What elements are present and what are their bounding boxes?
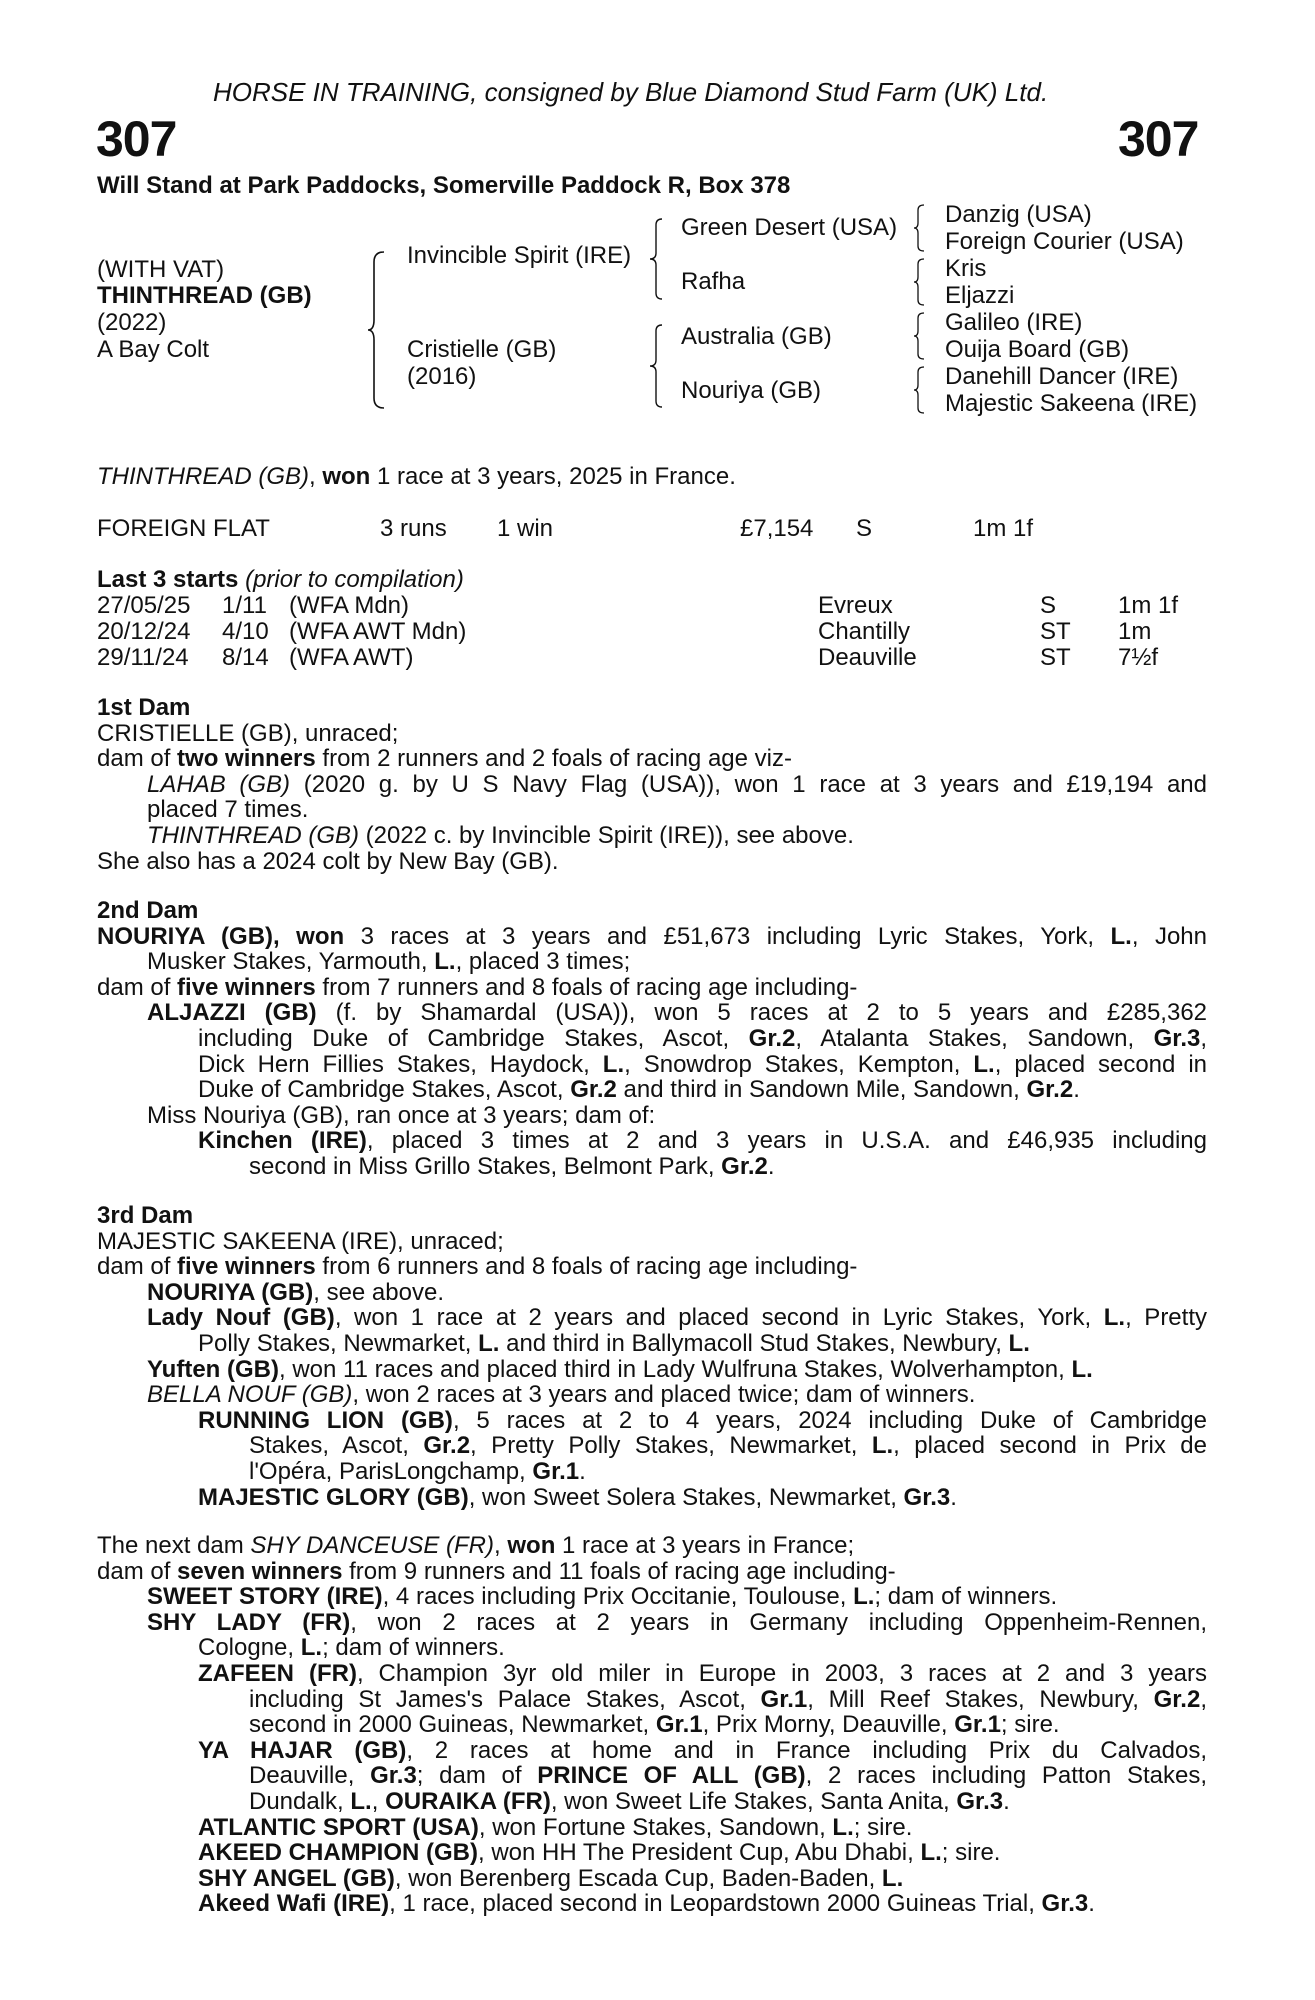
start-row-course: Chantilly bbox=[818, 618, 911, 645]
second-dam-line: Dick Hern Fillies Stakes, Haydock, L., Snowdrop Stakes, Kempton, L., placed second in bbox=[198, 1050, 1207, 1078]
pedigree-brace-gg1 bbox=[912, 203, 926, 253]
second-dam-line: Musker Stakes, Yarmouth, L., placed 3 times; bbox=[147, 948, 631, 976]
next-dam-line: SWEET STORY (IRE), 4 races including Prix Occitanie, Toulouse, L.; dam of winners. bbox=[147, 1583, 1058, 1611]
first-dam-line: dam of two winners from 2 runners and 2 foals of racing age viz- bbox=[97, 745, 792, 773]
sire-name: Invincible Spirit (IRE) bbox=[407, 242, 632, 269]
sire-dam: Rafha bbox=[681, 268, 746, 295]
start-row-race: (WFA AWT Mdn) bbox=[289, 618, 467, 645]
next-dam-line: dam of seven winners from 9 runners and 11 foals of racing age including- bbox=[97, 1557, 896, 1585]
next-dam-line: SHY ANGEL (GB), won Berenberg Escada Cup, Baden-Baden, L. bbox=[198, 1864, 904, 1892]
gg-7: Danehill Dancer (IRE) bbox=[945, 363, 1179, 390]
third-dam-line: MAJESTIC GLORY (GB), won Sweet Solera Stakes, Newmarket, Gr.3. bbox=[198, 1483, 957, 1511]
third-dam-line: Polly Stakes, Newmarket, L. and third in Ballymacoll Stud Stakes, Newbury, L. bbox=[198, 1329, 1030, 1357]
gg-6: Ouija Board (GB) bbox=[945, 336, 1130, 363]
third-dam-line: l'Opéra, ParisLongchamp, Gr.1. bbox=[249, 1457, 586, 1485]
first-dam-title: 1st Dam bbox=[97, 694, 191, 721]
next-dam-line: Akeed Wafi (IRE), 1 race, placed second in Leopardstown 2000 Guineas Trial, Gr.3. bbox=[198, 1890, 1095, 1918]
summary-rest: 1 race at 3 years, 2025 in France. bbox=[370, 463, 736, 490]
record-runs: 3 runs bbox=[380, 515, 447, 542]
sire-sire: Green Desert (USA) bbox=[681, 214, 898, 241]
second-dam-line: dam of five winners from 7 runners and 8 foals of racing age including- bbox=[97, 973, 858, 1001]
next-dam-line: Cologne, L.; dam of winners. bbox=[198, 1634, 505, 1662]
pedigree-brace-gg4 bbox=[912, 365, 926, 415]
start-row-going: S bbox=[1040, 592, 1057, 619]
start-row-pos: 1/11 bbox=[222, 592, 267, 619]
last-starts-note: (prior to compilation) bbox=[245, 566, 464, 593]
third-dam-line: NOURIYA (GB), see above. bbox=[147, 1278, 444, 1306]
start-row-pos: 8/14 bbox=[222, 644, 269, 671]
start-row-going: ST bbox=[1040, 618, 1071, 645]
next-dam-line: ATLANTIC SPORT (USA), won Fortune Stakes, Sandown, L.; sire. bbox=[198, 1813, 913, 1841]
horse-name: THINTHREAD (GB) bbox=[97, 282, 312, 309]
start-row-dist: 7½f bbox=[1118, 644, 1159, 671]
gg-5: Galileo (IRE) bbox=[945, 309, 1083, 336]
next-dam-line: The next dam SHY DANCEUSE (FR), won 1 race at 3 years in France; bbox=[97, 1532, 855, 1559]
dam-sire: Australia (GB) bbox=[681, 323, 832, 350]
dam-name: Cristielle (GB) bbox=[407, 336, 557, 363]
next-dam-line: second in 2000 Guineas, Newmarket, Gr.1, Prix Morny, Deauville, Gr.1; sire. bbox=[249, 1711, 1060, 1739]
gg-8: Majestic Sakeena (IRE) bbox=[945, 390, 1198, 417]
second-dam-line: ALJAZZI (GB) (f. by Shamardal (USA)), won 5 races at 2 to 5 years and £285,362 bbox=[147, 999, 1208, 1027]
pedigree-brace-sire bbox=[648, 217, 664, 301]
pedigree-brace-dam bbox=[648, 323, 664, 409]
third-dam-line: RUNNING LION (GB), 5 races at 2 to 4 years, 2024 including Duke of Cambridge bbox=[198, 1406, 1207, 1434]
pedigree-brace-main bbox=[366, 250, 386, 410]
start-row-course: Evreux bbox=[818, 592, 893, 619]
summary-won: won bbox=[322, 463, 371, 490]
start-row-date: 27/05/25 bbox=[97, 592, 191, 619]
pedigree-brace-gg3 bbox=[912, 311, 926, 361]
start-row-pos: 4/10 bbox=[222, 618, 269, 645]
pedigree-brace-gg2 bbox=[912, 257, 926, 307]
start-row-race: (WFA AWT) bbox=[289, 644, 414, 671]
horse-description: A Bay Colt bbox=[97, 336, 210, 363]
dam-dam: Nouriya (GB) bbox=[681, 377, 822, 404]
start-row-dist: 1m bbox=[1118, 618, 1152, 645]
second-dam-line: including Duke of Cambridge Stakes, Ascot, Gr.2, Atalanta Stakes, Sandown, Gr.3, bbox=[198, 1024, 1208, 1052]
first-dam-line: LAHAB (GB) (2020 g. by U S Navy Flag (USA)), won 1 race at 3 years and £19,194 and bbox=[147, 770, 1207, 798]
vat-note: (WITH VAT) bbox=[97, 256, 225, 283]
start-row-going: ST bbox=[1040, 644, 1071, 671]
third-dam-line: dam of five winners from 6 runners and 8 foals of racing age including- bbox=[97, 1253, 858, 1281]
last-starts-title: Last 3 starts bbox=[97, 566, 239, 593]
third-dam-section bbox=[97, 1203, 1207, 1510]
race-summary: THINTHREAD (GB), won 1 race at 3 years, 2025 in France. bbox=[97, 463, 736, 490]
start-row-date: 20/12/24 bbox=[97, 618, 191, 645]
second-dam-section bbox=[97, 898, 1207, 1180]
gg-2: Foreign Courier (USA) bbox=[945, 228, 1184, 255]
first-dam-line: THINTHREAD (GB) (2022 c. by Invincible Spirit (IRE)), see above. bbox=[147, 821, 854, 849]
gg-1: Danzig (USA) bbox=[945, 201, 1092, 228]
record-prize: £7,154 bbox=[740, 515, 814, 542]
third-dam-line: MAJESTIC SAKEENA (IRE), unraced; bbox=[97, 1227, 504, 1255]
first-dam-line: placed 7 times. bbox=[147, 796, 309, 824]
summary-name: THINTHREAD (GB) bbox=[97, 463, 309, 490]
dam-year: (2016) bbox=[407, 363, 477, 390]
lot-number-left: 307 bbox=[96, 111, 177, 167]
record-label: FOREIGN FLAT bbox=[97, 515, 270, 542]
next-dam-line: YA HAJAR (GB), 2 races at home and in France including Prix du Calvados, bbox=[198, 1736, 1207, 1764]
next-dam-line: Dundalk, L., OURAIKA (FR), won Sweet Life Stakes, Santa Anita, Gr.3. bbox=[249, 1787, 1010, 1815]
first-dam-line: CRISTIELLE (GB), unraced; bbox=[97, 719, 399, 747]
last-starts-heading bbox=[97, 567, 464, 593]
record-going: S bbox=[856, 515, 873, 542]
third-dam-title: 3rd Dam bbox=[97, 1202, 194, 1229]
second-dam-line: Kinchen (IRE), placed 3 times at 2 and 3 years in U.S.A. and £46,935 including bbox=[198, 1127, 1207, 1155]
next-dam-line: AKEED CHAMPION (GB), won HH The President Cup, Abu Dhabi, L.; sire. bbox=[198, 1839, 1001, 1867]
horse-year: (2022) bbox=[97, 309, 167, 336]
third-dam-line: Lady Nouf (GB), won 1 race at 2 years and placed second in Lyric Stakes, York, L., Pretty bbox=[147, 1304, 1207, 1332]
next-dam-line: including St James's Palace Stakes, Ascot, Gr.1, Mill Reef Stakes, Newbury, Gr.2, bbox=[249, 1685, 1207, 1713]
gg-3: Kris bbox=[945, 255, 987, 282]
second-dam-line: second in Miss Grillo Stakes, Belmont Park, Gr.2. bbox=[249, 1152, 775, 1180]
next-dam-line: Deauville, Gr.3; dam of PRINCE OF ALL (GB), 2 races including Patton Stakes, bbox=[249, 1762, 1208, 1790]
third-dam-line: Stakes, Ascot, Gr.2, Pretty Polly Stakes, Newmarket, L., placed second in Prix de bbox=[249, 1432, 1207, 1460]
first-dam-section bbox=[97, 695, 1207, 874]
next-dam-line: SHY LADY (FR), won 2 races at 2 years in Germany including Oppenheim-Rennen, bbox=[147, 1608, 1208, 1636]
stand-location: Will Stand at Park Paddocks, Somerville Paddock R, Box 378 bbox=[97, 172, 791, 199]
consignor-line: HORSE IN TRAINING, consigned by Blue Diamond Stud Farm (UK) Ltd. bbox=[213, 77, 1049, 107]
start-row-date: 29/11/24 bbox=[97, 644, 189, 671]
third-dam-line: BELLA NOUF (GB), won 2 races at 3 years and placed twice; dam of winners. bbox=[147, 1381, 976, 1409]
record-wins: 1 win bbox=[497, 515, 554, 542]
first-dam-line: She also has a 2024 colt by New Bay (GB). bbox=[97, 847, 559, 875]
next-dam-section bbox=[97, 1533, 1207, 1917]
start-row-course: Deauville bbox=[818, 644, 917, 671]
lot-number-right: 307 bbox=[1118, 111, 1199, 167]
second-dam-title: 2nd Dam bbox=[97, 897, 199, 924]
start-row-race: (WFA Mdn) bbox=[289, 592, 410, 619]
gg-4: Eljazzi bbox=[945, 282, 1015, 309]
second-dam-line: Duke of Cambridge Stakes, Ascot, Gr.2 and third in Sandown Mile, Sandown, Gr.2. bbox=[198, 1076, 1080, 1104]
next-dam-line: ZAFEEN (FR), Champion 3yr old miler in Europe in 2003, 3 races at 2 and 3 years bbox=[198, 1659, 1207, 1687]
record-distance: 1m 1f bbox=[973, 515, 1034, 542]
third-dam-line: Yuften (GB), won 11 races and placed third in Lady Wulfruna Stakes, Wolverhampton, L. bbox=[147, 1355, 1093, 1383]
start-row-dist: 1m 1f bbox=[1118, 592, 1179, 619]
second-dam-line: NOURIYA (GB), won 3 races at 3 years and £51,673 including Lyric Stakes, York, L., John bbox=[97, 922, 1207, 950]
second-dam-line: Miss Nouriya (GB), ran once at 3 years; dam of: bbox=[147, 1101, 656, 1129]
